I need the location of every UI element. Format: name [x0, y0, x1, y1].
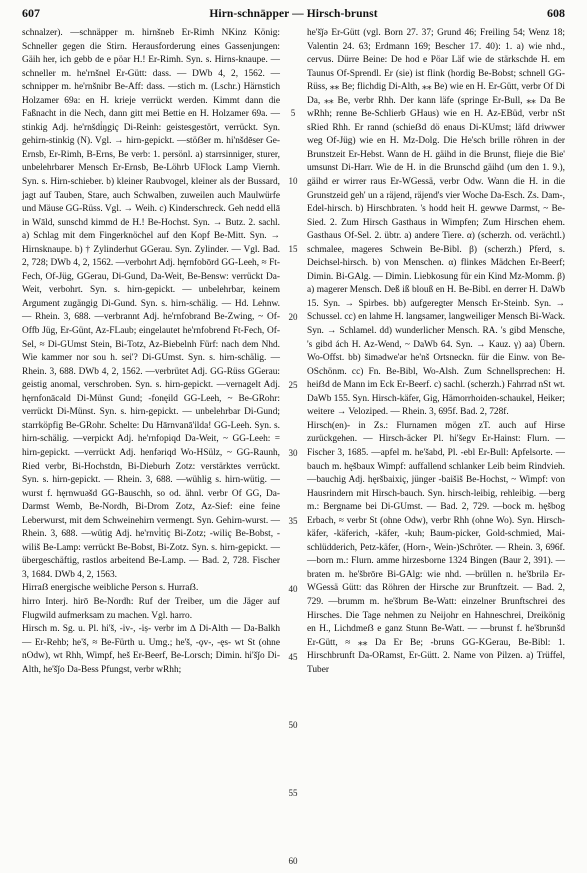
page-header	[22, 6, 565, 24]
right-column	[307, 27, 565, 677]
line-number: 5	[290, 108, 296, 118]
entry-hirrass: Hirraẞ energische weibliche Person s. Hurraẞ.	[22, 583, 199, 594]
line-number: 25	[288, 380, 298, 390]
line-number: 15	[288, 244, 298, 254]
right-page-number: 608	[547, 6, 565, 20]
entry-hirn-schnaepper: schnalzer). —schnäpper m. hirnšneb Er-Rimh NKinz König: Schneller gegen die Stirn. Herausforderung eines Gassenjungen: Gäih her, ich gebb de e pöar H.! Er-Rimh. Syn. s. Hirns-knaupe. —schneller m. he'rnšnel Er-Gütt: dass. — DWb 4, 2, 1562. —schnipper m. he'rnšnibr Be-Aff: dass. —stich m. (Lschr.) Härnstich Holzamer 69a: en H. krieje verrückt werden. Kimmt dann die Faßnacht in die Nech, dann gitt mei Bettie en H. Holzamer 69a. —stinkig Adj. he'rnšdi̇ŋgiç Di-Reinh: geistesgestört, verrückt. Syn. gehirn-stinkig (N). Vgl. → hirn-gepickt. —stöẞer m. hi'nšdēser Ge-Ernsb, Er-Rimh, B-Erns, Be verb: 1. persönl. a) starrsinniger, sturer, unbelehrbarer Mensch Er-Ernsb, Be-Löhrb UFlock Lamp Viernh. Syn. s. Hirn-schieber. b) kleiner Raubvogel, kleiner als der Bussard, jagt auf Tauben, Stare, auch Schwalben, zuweilen auch Maulwürfe und Mäuse GG-Rüss. Vgl. → Weih. c) Kinderschreck. Geh nedd ellā in Wāld, sunschd kimmd de H.! Be-Hochst. Syn. → Butz. 2. sachl. a) Schlag mit dem Fingerknöchel auf den Kopf Be-Mitt. Syn. → Hirnsknaupe. b) † Zylinderhut GGerau. Syn. Zylinder. — Vgl. Bad. 2, 728; DWb 4, 2, 1562. —verbohrt Adj. hęrnfobōrd GG-Leeh, ≈ Ft-Fech, Of-Jüg, GGerau, Di-Gund, Da-Weit, Be-Bensw: verrückt Da-Weit, verbohrt. Syn. s. hirn-gepickt. — unbelehrbar, keinem Argument zugängig Di-Gund. Syn. s. hirn-schälig. — Hd. Lehnw. — Rhein. 3, 688. —verbrannt Adj. he'rnfobrand Be-Zwing, ~ Of-Offb Jüg, Er-Günt, Az-FLaub; eingelautet he'rnfobrend Ft-Fech, Of-Sel, ≈ Di-GUmst Stein, Bi-Totz, Az-Biebelnh Fürf: nach dem Nhd. Wie kammer nor sou h. sei'? Di-GUmst. Syn. s. hirn-schälig. — Rhein. 3, 688. DWb 4, 2, 1562. —verbrütet Adj. GG-Rüss GGerau: geistig anomal, verschroben. Syn. s. hirn-gepickt. —vernagelt Adj. hęrnfonācəld Di-Münst Gund; -fonęild GG-Leeh, ~ Be-GRohr: verrückt Di-Münst. Syn. s. hirn-gepickt. — unbelehrbar Di-Gund; starrköpfig Be-GRohr. Schelte: Du Hārnvanā'ilda! GG-Leeh. Syn. s. hirn-schälig. —verpickt Adj. he'rnfopiqd Da-Weit, ~ GG-Leeh: = hirn-gepickt. —verrückt Adj. henfəriqd Wo-HSülz, ~ GG-Raunh, Ried verbr, Bi-Hochstdn, Bi-Dieburh Zotz: verstärktes verrückt. Syn. s. hirn-gepickt. — Rhein. 3, 688. —wühlig s. hirn-wütig. —wurst f. hęrnwuǝšd GG-Bauschh, so od. ähnl. verbr Of GG, Da-Darmst Wemb, Be-Nordh, Bi-Drom Zotz, Az-Sief: eine feine Leberwurst, mit dem Schweinehirn vermengt. Syn. Gehirn-wurst. — Rhein. 3, 688. —wütig Adj. he'rnvi̇tiç Bi-Zotz; -wiliç Be-Bobst, -wiliš Be-Lamp: verrückt Be-Bobst, Bi-Zotz. Syn. s. hirn-gepickt. — übergeschäftig, rastlos arbeitend Be-Lamp. — Bad. 2, 728. Fischer 3, 1684. DWb 4, 2, 1563.	[22, 28, 280, 580]
line-number: 45	[288, 652, 298, 662]
line-number: 30	[288, 448, 298, 458]
entry-hirsch-compounds: Hirsch(en)- in Zs.: Flurnamen mögen zT. auch auf Hirse zurückgehen. — Hirsch-äcker Pl. hi'šegv Er-Hainst: Flurn. — Fischer 3, 1685. —apfel m. he'šabd, Pl. -ebl Er-Bull: Apfelsorte. —bauch m. hęšbaux Wimpf: auffallend schlanker Leib beim Rindvieh. —bauchig Adj. hęršbaixiç, jünger -baišiš Be-Hochst, ~ Wimpf: von Hausrindern mit Hirsch-bauch. Syn. hirsch-leibig, rehleibig. —berg m.: Bergname bei Di-GUmst. — Bad. 2, 729. —bock m. hęšbog Erbach, ≈ verbr St (ohne Odw), verbr Rhh (ohne Wo). Syn. Hirsch-käfer, -käferich, -käfer, -kuh; Baum-picker, Gold-schmied, Mai-schlüdderich, Petz-käfer, (Horn-, Wein-)Schröter. — Rhein. 3, 696f. —born m.: Flurn. amme hirzesborne 1324 Bingen (Baur 2, 391). —braten m. he'šbrōre Bi-GAlg: wie nhd. —brüllen n. he'šbrilə Er-WGessä Gütt: das Röhren der Hirsche zur Brunftzeit. — Bad. 2, 729. —brumm m. he'šbrum Be-Watt: einzelner Brunftschrei des Hirsches. Die Tage nehmen zu Neijohr en Hahneschrei, Dreikönig en H., Lichdmeẞ e ganz Stunn Be-Watt. — —brunst f. he'šbrunšd Er-Gütt, ≈ ⁎⁎ Da Er Be; -bruns GG-KGerau, Be-Bibl: 1. Hirschbrunft Da-ORamst, Er-Gütt. 2. Name von Pilzen. a) Trüffel, Tuber	[307, 420, 565, 675]
entry-hirsch: Hirsch m. Sg. u. Pl. hi'š, -iv-, -iṣ- verbr im ∆ Di-Alth — Da-Balkh — Er-Rehb; he'š, ≈ Be-Fürth u. Umg.; he'š, -ǫv-, -ęs- wt St (ohne nOdw), wt Rhh, Wimpf, heš Er-Beerf, Be-Lorsch; Dimin. hi'šǰo Di-Alth, he'šǰo Da-Bess Pfungst, verbr wRhh;	[22, 624, 280, 675]
left-page-number: 607	[22, 6, 40, 20]
running-title: Hirn-schnäpper — Hirsch-brunst	[209, 8, 378, 20]
line-number: 40	[288, 584, 298, 594]
line-number: 55	[288, 788, 298, 798]
line-number: 60	[288, 856, 298, 866]
entry-hirsch-continued: he'šǰǝ Er-Gütt (vgl. Born 27. 37; Grund 46; Freiling 54; Wenz 18; Valentin 24. 63; Erdmann 169; Bescher 17. 40): 1. a) wie nhd., cervus. Dürre Beine: De hod e Pöar Läf wie de stärkschde H. em Taunus Of-Sprendl. Er (sie) ist flink (hordig Be-Bobst; schnell GG-Rüss, ⁎⁎ Be; flichdig Di-Alth, ⁎⁎ Be) wie en H. Er-Gütt, verbr Of Di Da, ⁎⁎ Be, verbr Rhh. Der kann läfe (springe Er-Bull, ⁎⁎ Da Be wRhh; renne Be-Schlierb GHaus) wie en H. Az-EBüd, verbr nSt sRied Rhh. Er rannd (schieẞd dö enaus Di-KUmst; läfd driwwer weg Of-Jüg) wie en H. Mz-Dolg. Die He'sch brille röhren in der Brunstzeit Er-Hebst. Wann de H. gäihd in die Brunst, flieje die Bie' umsunst Di-Harr. Wie de H. in die Brunschd gäihd (um den 1. 9.), gäihd er wirrer raus Er-WGessä, verbr Odw. Wann die H. in die Grunstzeid geh' un a räjend, räjend's vier Woche Da-Esch. Zs. Dam-, Edel-hirsch. b) Hirschbraten. 's hodd heit H. gewwe Darmst, ~ Be-Sied. 2. Zum Hirsch Gasthaus in Wimpfen; Zum Hirschen ehem. Gasthaus Of-Sel. 2. übtr. a) andere Tiere. α) (scherzh. od. verächtl.) schmalee, mageres Schwein Be-Bibl. β) (scherzh.) Pferd, s. Deichsel-hirsch. b) von Menschen. α) flinkes Mädchen Er-Beerf; Dimin. Bi-GAlg. — Dimin. Liebkosung für ein Kind Mz-Momm. β) a) magerer Mensch. Deß iß blouß en H. Be-Bibl. en derrer H. DaWb 15. Syn. → Spirbes. bb) aufgeregter Mensch Er-Steinb. Syn. → Schussel. cc) en lahme H. langsamer, langweiliger Mensch Bi-Wack. Syn. → Schlamel. dd) wunderlicher Mensch. RA. 's gibd Mensche, 's gibd ách H. Az-Wend, ~ DaWb 64. Syn. → Kauz. γ) aa) Übern. Wo-Offst. bb) šimədwe'ər he'nš Ortsneckn. für die Einw. von Be-OSchönm. cc) Fn. Be-Bibl, Wo-Alsh. Zum Schnellsprechen: H. heiẞd de Mann im Eck Er-Beerf. c) sachl. (scherzh.) Fahrrad nSt wt. DaWb 155. Syn. Hirsch-käfer, Gig, Hämorrhoiden-schaukel, Heiker; weitere → Veloziped. — Rhein. 3, 695f. Bad. 2, 728f.	[307, 28, 565, 418]
line-number: 50	[288, 720, 298, 730]
line-number: 35	[288, 516, 298, 526]
line-number: 20	[288, 312, 298, 322]
entry-hirro: hirro Interj. hirō Be-Nordh: Ruf der Treiber, um die Jäger auf Flugwild aufmerksam zu machen. Vgl. harro.	[22, 596, 280, 621]
line-number: 10	[288, 176, 298, 186]
left-column	[22, 27, 280, 677]
